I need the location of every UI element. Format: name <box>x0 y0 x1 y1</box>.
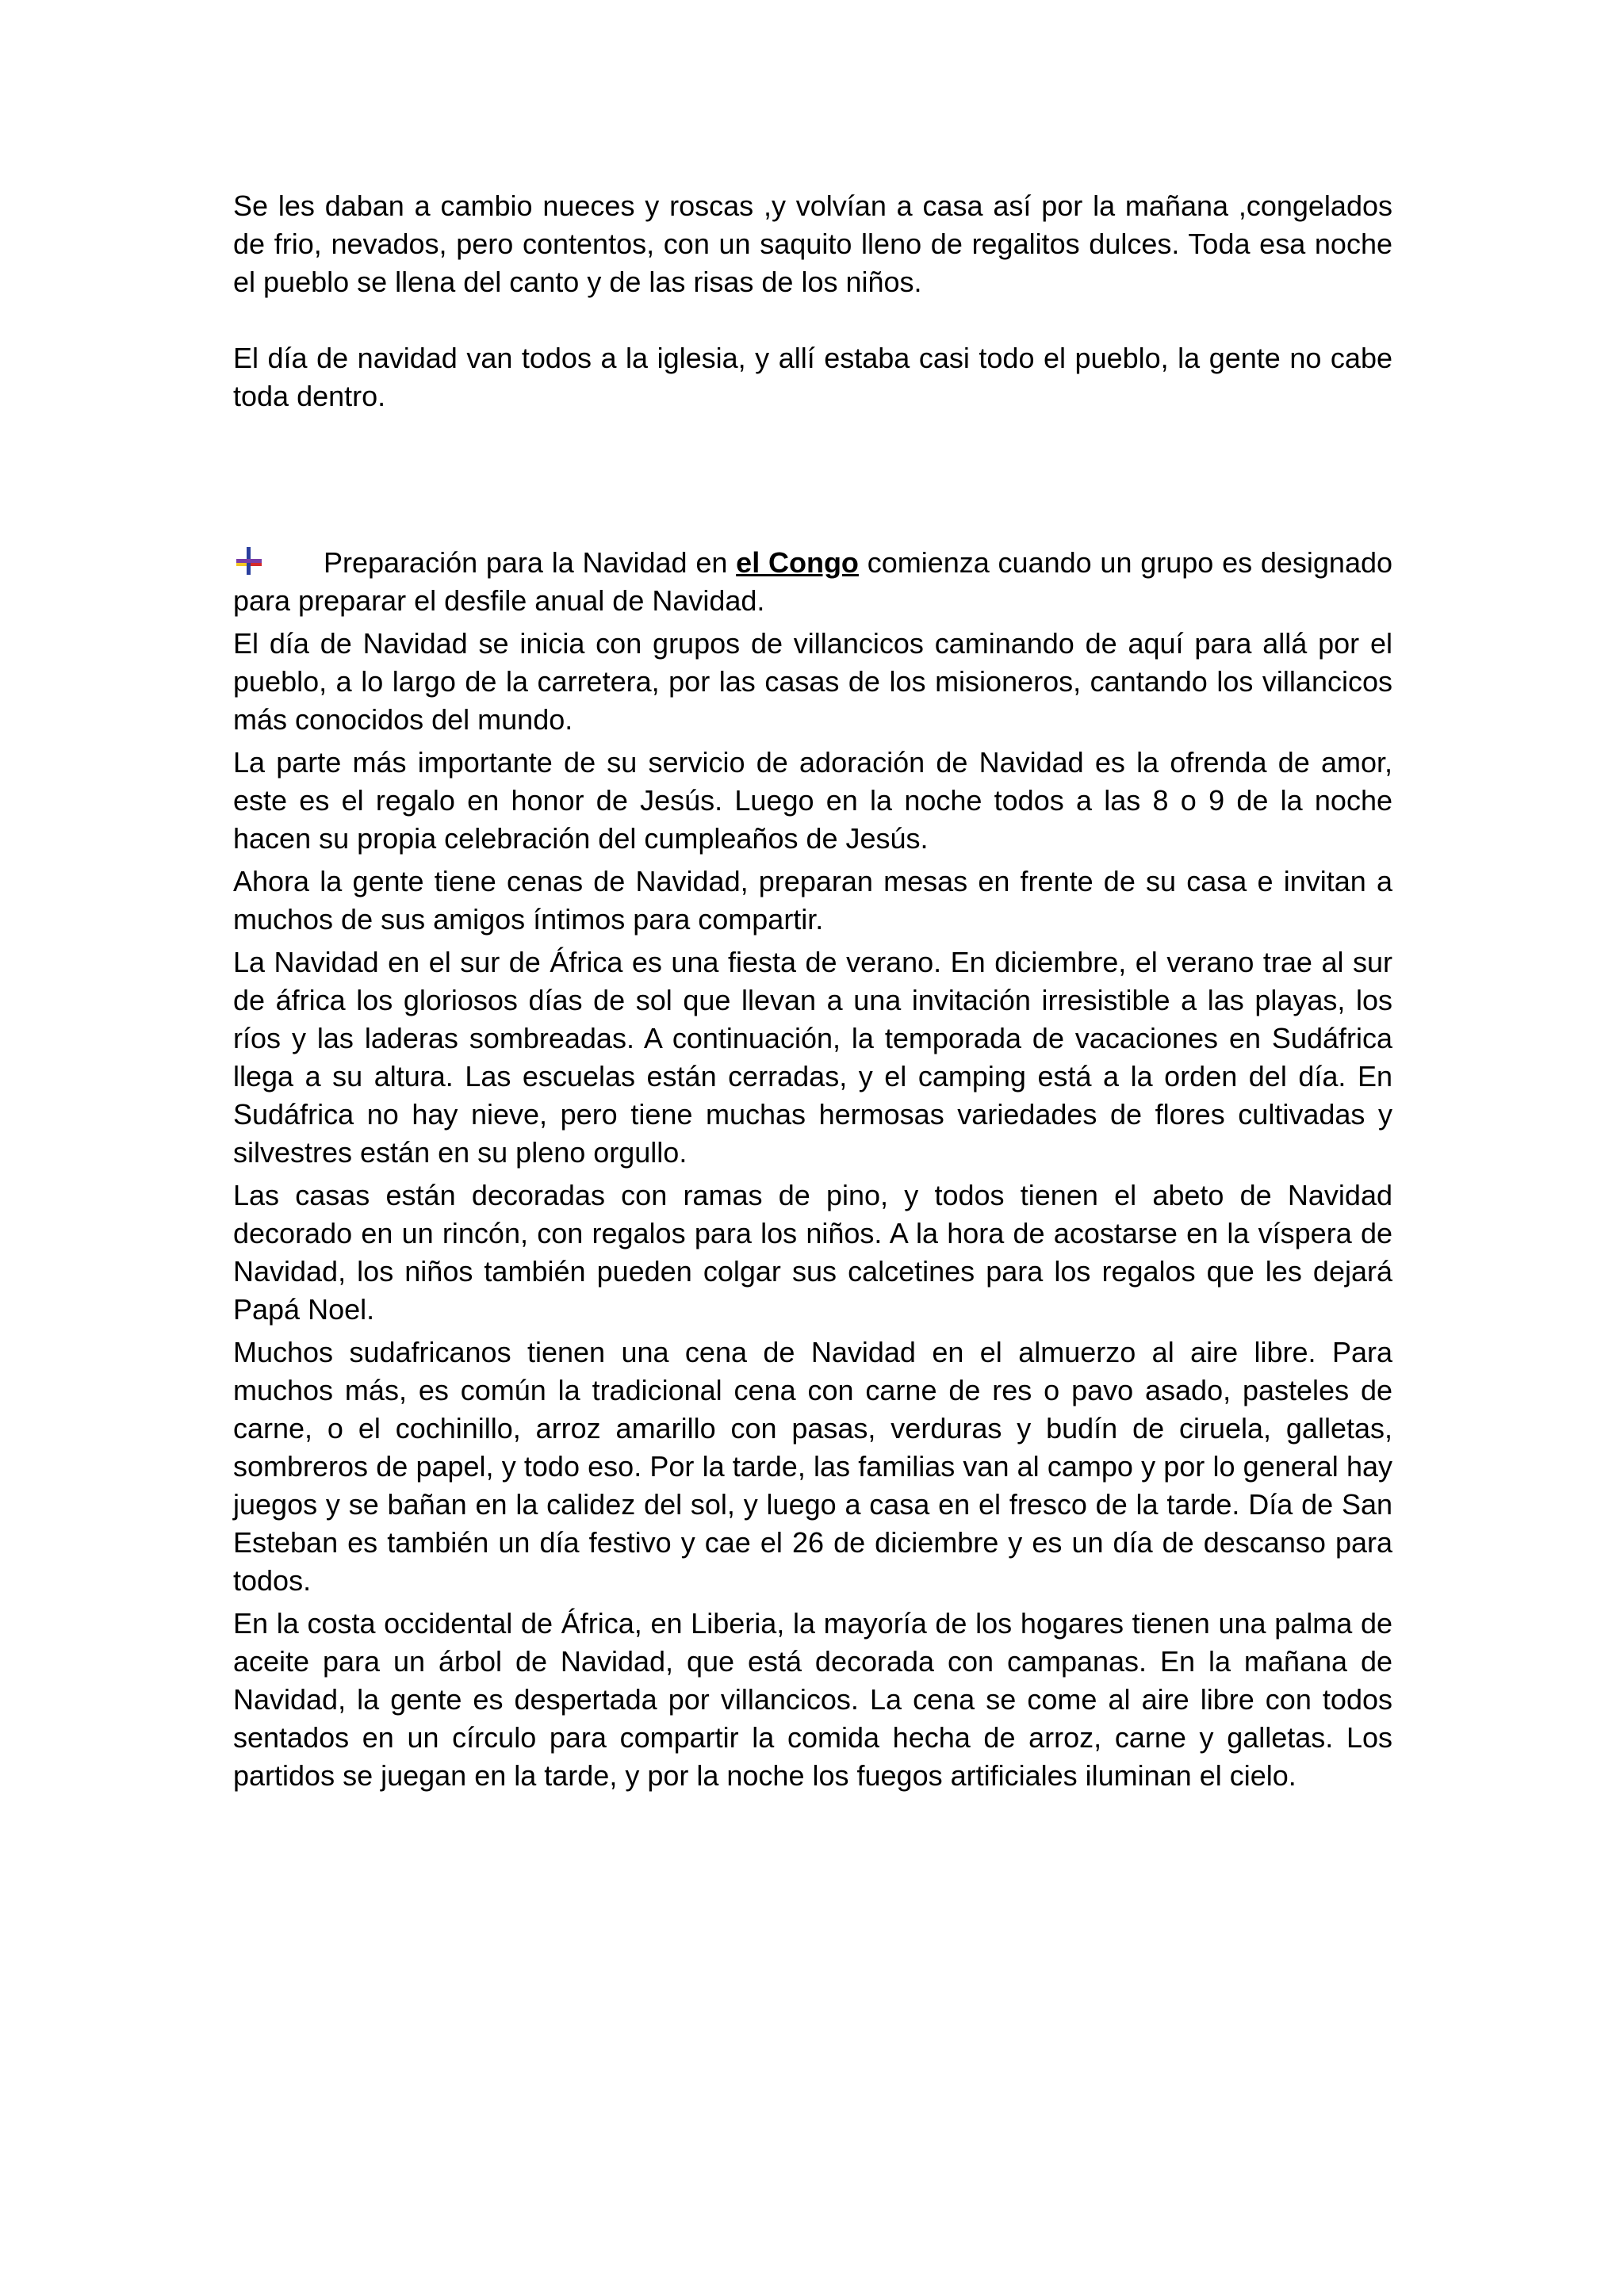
document-page <box>233 187 1392 1795</box>
paragraph-casas-decoradas: Las casas están decoradas con ramas de pino, y todos tienen el abeto de Navidad decorado en un rincón, con regalos para los niños. A la hora de acostarse en la víspera de Navidad, los niños también pueden colgar sus calcetines para los regalos que les dejará Papá Noel. <box>233 1179 1392 1326</box>
paragraph-congo <box>233 544 1392 620</box>
congo-intro-text: Preparación para la Navidad en <box>324 546 737 579</box>
paragraph-cenas: Ahora la gente tiene cenas de Navidad, preparan mesas en frente de su casa e invitan a muchos de sus amigos íntimos para compartir. <box>233 865 1392 936</box>
paragraph-liberia: En la costa occidental de África, en Liberia, la mayoría de los hogares tienen una palma de aceite para un árbol de Navidad, que está decorada con campanas. En la mañana de Navidad, la gente es despertada por villancicos. La cena se come al aire libre con todos sentados en un círculo para compartir la comida hecha de arroz, carne y galletas. Los partidos se juegan en la tarde, y por la noche los fuegos artificiales iluminan el cielo. <box>233 1607 1392 1792</box>
congo-link[interactable]: el Congo <box>736 546 859 579</box>
paragraph-ofrenda: La parte más importante de su servicio de adoración de Navidad es la ofrenda de amor, este es el regalo en honor de Jesús. Luego en la noche todos a las 8 o 9 de la noche hacen su propia celebración del cumpleaños de Jesús. <box>233 746 1392 855</box>
paragraph-sudafricanos: Muchos sudafricanos tienen una cena de Navidad en el almuerzo al aire libre. Para muchos más, es común la tradicional cena con carne de res o pavo asado, pasteles de carne, o el cochinillo, arroz amarillo con pasas, verduras y budín de ciruela, galletas, sombreros de papel, y todo eso. Por la tarde, las familias van al campo y por lo general hay juegos y se bañan en la calidez del sol, y luego a casa en el fresco de la tarde. Día de San Esteban es también un día festivo y cae el 26 de diciembre y es un día de descanso para todos. <box>233 1336 1392 1597</box>
multicolor-cross-bullet-icon <box>233 545 265 577</box>
paragraph-villancicos: El día de Navidad se inicia con grupos de villancicos caminando de aquí para allá por el pueblo, a lo largo de la carretera, por las casas de los misioneros, cantando los villancicos más conocidos del mundo. <box>233 627 1392 736</box>
paragraph-dia-de-navidad: El día de navidad van todos a la iglesia, y allí estaba casi todo el pueblo, la gente no cabe toda dentro. <box>233 342 1392 412</box>
paragraph-aguinaldos: Se les daban a cambio nueces y roscas ,y volvían a casa así por la mañana ,congelados de frio, nevados, pero contentos, con un saquito lleno de regalitos dulces. Toda esa noche el pueblo se llena del canto y de las risas de los niños. <box>233 189 1392 298</box>
paragraph-sur-de-africa: La Navidad en el sur de África es una fiesta de verano. En diciembre, el verano trae al sur de áfrica los gloriosos días de sol que llevan a una invitación irresistible a las playas, los ríos y las laderas sombreadas. A continuación, la temporada de vacaciones en Sudáfrica llega a su altura. Las escuelas están cerradas, y el camping está a la orden del día. En Sudáfrica no hay nieve, pero tiene muchas hermosas variedades de flores cultivadas y silvestres están en su pleno orgullo. <box>233 946 1392 1169</box>
congo-rest-text: comienza cuando un grupo es designado para preparar el desfile anual de Navidad. <box>233 546 1393 617</box>
